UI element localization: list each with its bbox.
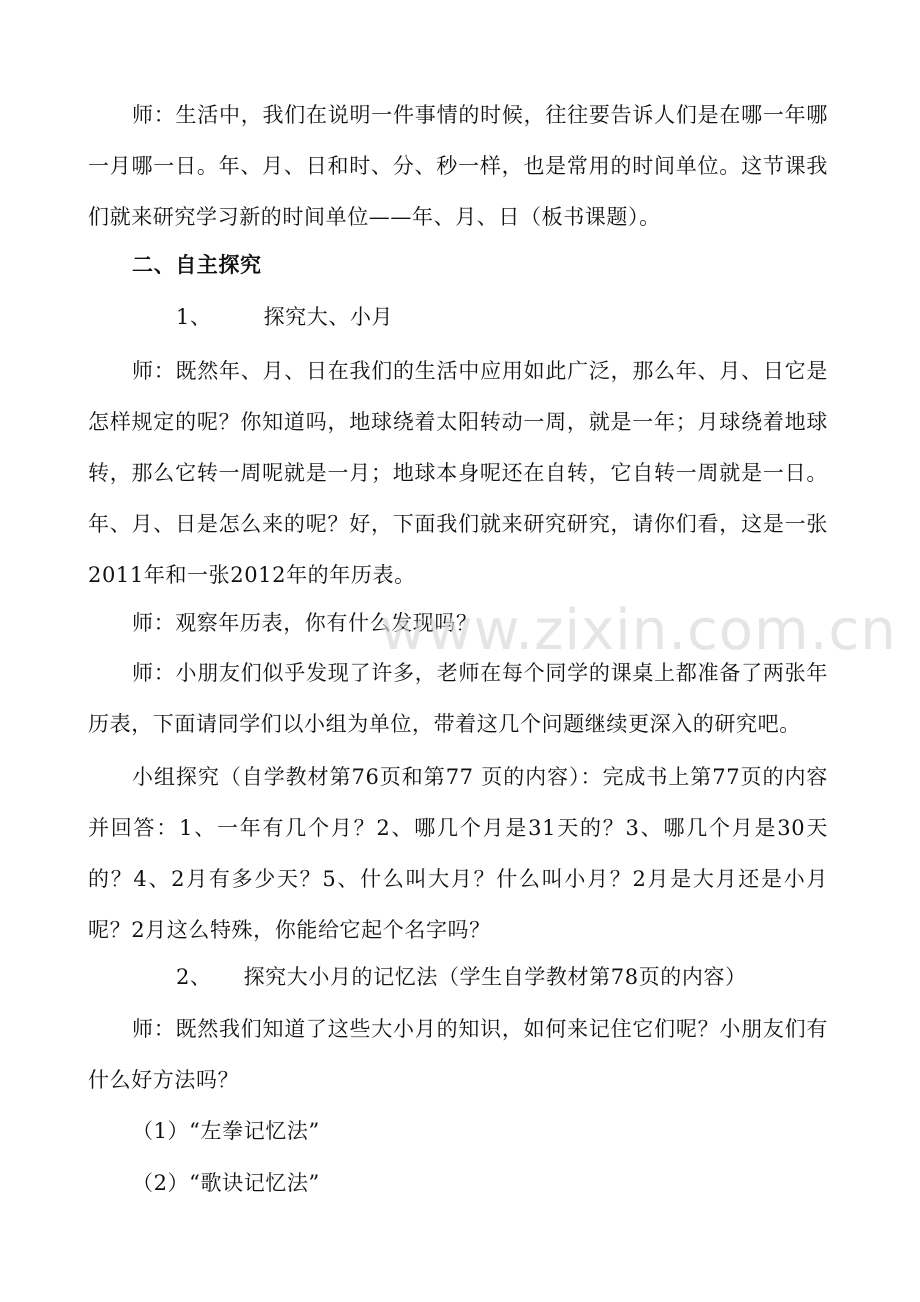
paragraph-group-work: 师：小朋友们似乎发现了许多，老师在每个同学的课桌上都准备了两张年历表，下面请同学们以小组为单位，带着这几个问题继续更深入的研究吧。: [88, 661, 828, 736]
list-item-2-title: 探究大小月的记忆法（学生自学教材第78页的内容）: [243, 965, 747, 989]
list-item-1-title: 探究大、小月: [263, 305, 394, 329]
method-rhyme: （2）“歌诀记忆法”: [132, 1171, 320, 1195]
list-item-1: [88, 292, 828, 343]
section-heading: 二、自主探究: [132, 253, 262, 277]
watermark: www.zixin.com.cn: [380, 598, 897, 663]
list-item-2: [88, 952, 828, 1003]
list-item-2-number: 2、: [176, 965, 212, 989]
method-fist: （1）“左拳记忆法”: [132, 1119, 320, 1143]
paragraph-memory: 师：既然我们知道了这些大小月的知识，如何来记住它们呢？小朋友们有什么好方法吗？: [88, 1017, 828, 1092]
list-item-1-number: 1、: [176, 305, 212, 329]
paragraph-origin: 师：既然年、月、日在我们的生活中应用如此广泛，那么年、月、日它是怎样规定的呢？你知道吗，地球绕着太阳转动一周，就是一年；月球绕着地球转，那么它转一周呢就是一月；地球本身呢还在自转，它自转一周就是一日。年、月、日是怎么来的呢？好，下面我们就来研究研究，请你们看，这是一张2011年和一张2012年的年历表。: [88, 359, 828, 587]
paragraph-intro: 师：生活中，我们在说明一件事情的时候，往往要告诉人们是在哪一年哪一月哪一日。年、月、日和时、分、秒一样，也是常用的时间单位。这节课我们就来研究学习新的时间单位——年、月、日（板书课题）。: [88, 103, 828, 229]
paragraph-questions: 小组探究（自学教材第76页和第77 页的内容）：完成书上第77页的内容并回答：1、一年有几个月？2、哪几个月是31天的？3、哪几个月是30天的？4、2月有多少天？5、什么叫大月？什么叫小月？2月是大月还是小月呢？2月这么特殊，你能给它起个名字吗？: [88, 765, 828, 942]
paragraph-observe: 师：观察年历表，你有什么发现吗？: [132, 611, 478, 635]
